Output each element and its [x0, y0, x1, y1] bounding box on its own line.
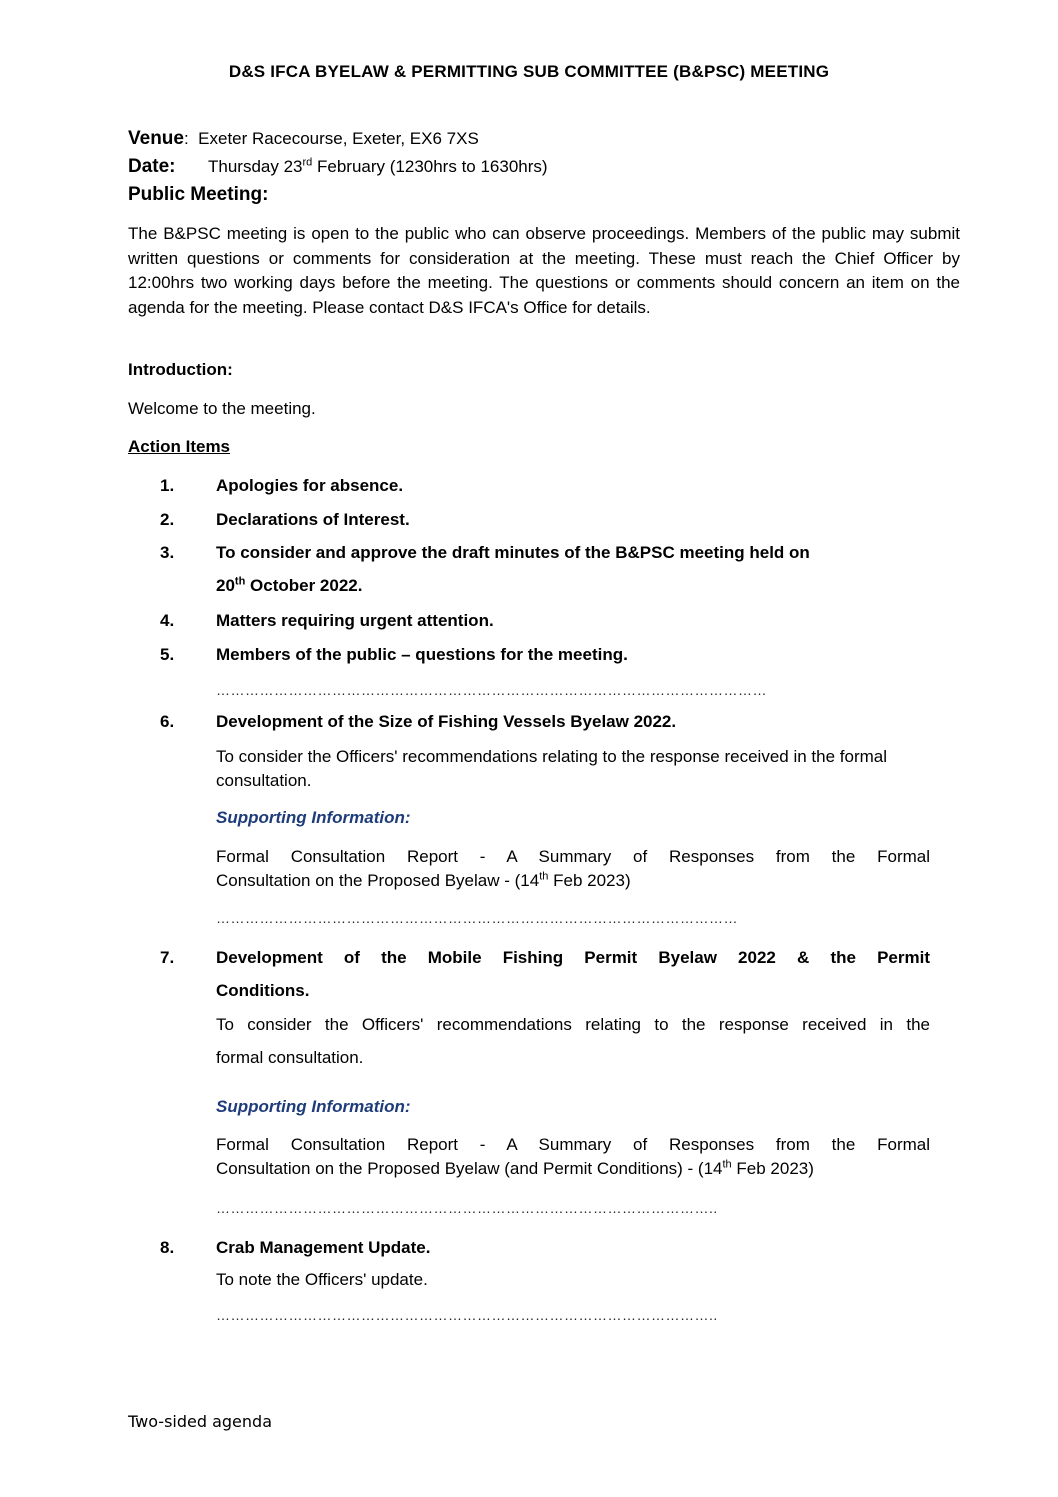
item-description: To consider the Officers' recommendations relating to the response received in the [216, 1015, 930, 1034]
supporting-information-text: Formal Consultation Report - A Summary of Responses from the Formal [216, 1135, 930, 1154]
item-number: 2. [160, 510, 175, 529]
public-meeting-heading: Public Meeting: [128, 184, 269, 205]
date-label: Date: [128, 156, 176, 177]
item-number: 1. [160, 476, 175, 495]
item-description: To consider the Officers' recommendations relating to the response received in the formal consultation. [216, 747, 887, 790]
item-description-continued: formal consultation. [216, 1048, 364, 1067]
item-title-continued: 20th October 2022. [216, 575, 363, 595]
dotted-separator: ……………………………………………………………………………………………… [216, 910, 738, 926]
item-number: 5. [160, 645, 175, 664]
supporting-information-text: Formal Consultation Report - A Summary of Responses from the Formal [216, 847, 930, 866]
item-title: Members of the public – questions for the meeting. [216, 645, 628, 664]
venue-label: Venue [128, 128, 184, 149]
public-meeting-text: The B&PSC meeting is open to the public who can observe proceedings. Members of the public may submit written questions or comments for consideration at the meeting. These must reach the Chief Officer by 12:00hrs two working days before the meeting. The questions or comments should concern an item on the agenda for the meeting. Please contact D&S IFCA's Office for details. [128, 224, 960, 317]
item-number: 8. [160, 1238, 175, 1257]
supporting-information-label: Supporting Information: [216, 1097, 411, 1116]
page-title: D&S IFCA BYELAW & PERMITTING SUB COMMITTEE (B&PSC) MEETING [228, 62, 830, 81]
item-title: Crab Management Update. [216, 1238, 431, 1257]
venue-value: Exeter Racecourse, Exeter, EX6 7XS [198, 129, 479, 148]
venue-row: Venue: Exeter Racecourse, Exeter, EX6 7XS [128, 128, 479, 149]
item-title: Development of the Mobile Fishing Permit Byelaw 2022 & the Permit [216, 948, 930, 967]
item-title: To consider and approve the draft minutes of the B&PSC meeting held on [216, 543, 810, 562]
date-row [128, 156, 548, 178]
supporting-information-text-continued: Consultation on the Proposed Byelaw (and Permit Conditions) - (14th Feb 2023) [216, 1158, 814, 1178]
item-number: 4. [160, 611, 175, 630]
item-title: Declarations of Interest. [216, 510, 410, 529]
item-description: To note the Officers' update. [216, 1270, 428, 1289]
item-title: Development of the Size of Fishing Vessels Byelaw 2022. [216, 712, 677, 731]
supporting-information-text-continued: Consultation on the Proposed Byelaw - (14th Feb 2023) [216, 870, 631, 890]
item-title: Matters requiring urgent attention. [216, 611, 494, 630]
item-title-continued: Conditions. [216, 981, 310, 1000]
introduction-heading: Introduction: [128, 360, 233, 379]
item-number: 6. [160, 712, 175, 731]
footer-note: Two-sided agenda [128, 1412, 272, 1431]
dotted-separator: …………………………………………………………………………………………………… [216, 682, 767, 698]
item-number: 3. [160, 543, 175, 562]
dotted-separator: ………………………………………………………………………………………….. [216, 1200, 718, 1216]
action-items-heading: Action Items [128, 437, 231, 456]
supporting-information-label: Supporting Information: [216, 808, 411, 827]
introduction-text: Welcome to the meeting. [128, 399, 316, 418]
date-value: Thursday 23rd February (1230hrs to 1630hrs) [208, 156, 548, 176]
item-title: Apologies for absence. [216, 476, 404, 495]
item-number: 7. [160, 948, 175, 967]
dotted-separator: ………………………………………………………………………………………….. [216, 1307, 718, 1323]
